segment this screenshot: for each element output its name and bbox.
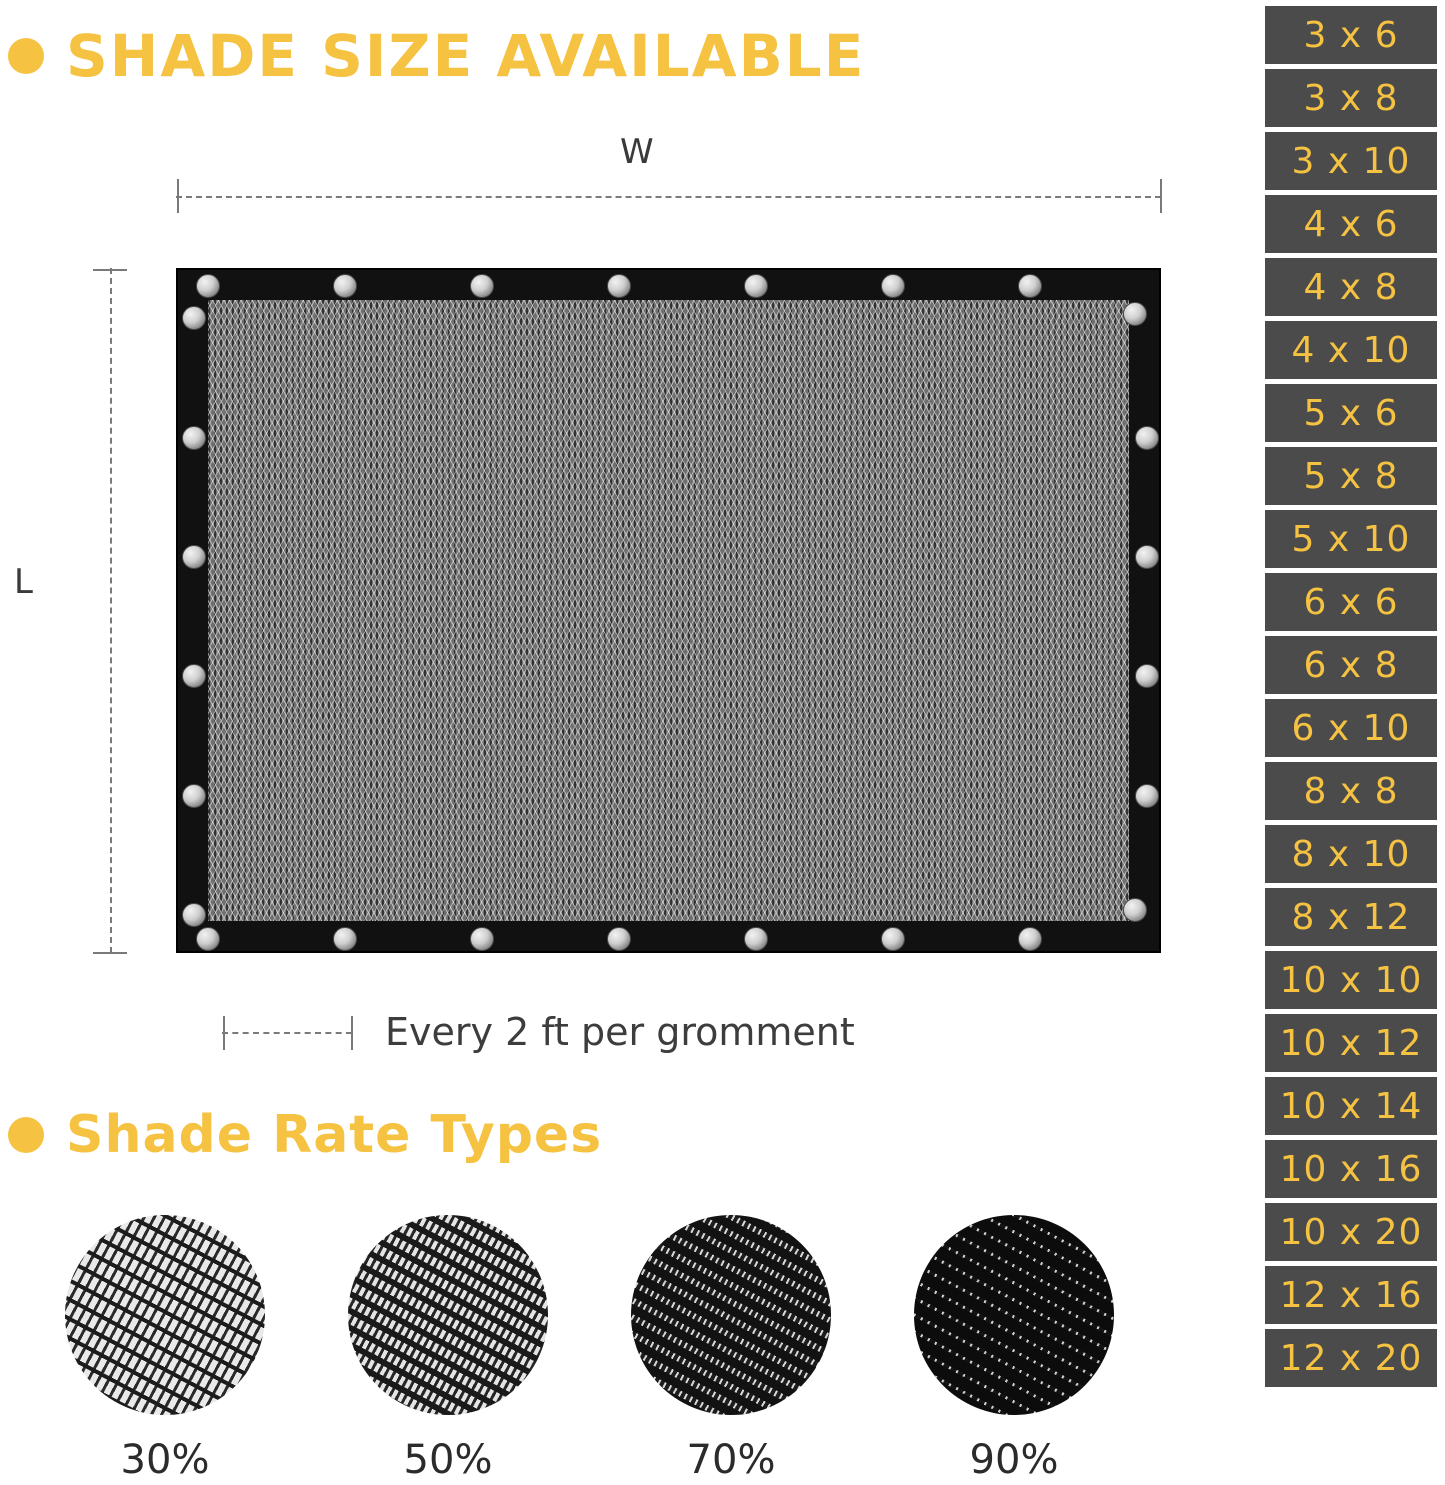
size-chip[interactable]: 8 x 12 — [1265, 888, 1437, 946]
size-chip[interactable]: 10 x 20 — [1265, 1203, 1437, 1261]
shade-rate-label-30: 30% — [120, 1437, 210, 1483]
size-list — [1265, 6, 1437, 1387]
grommet — [881, 927, 905, 951]
grommet — [744, 927, 768, 951]
size-chip[interactable]: 12 x 16 — [1265, 1266, 1437, 1324]
size-chip[interactable]: 5 x 8 — [1265, 447, 1437, 505]
size-chip[interactable]: 8 x 8 — [1265, 762, 1437, 820]
grommet — [1123, 302, 1147, 326]
size-chip[interactable]: 12 x 20 — [1265, 1329, 1437, 1387]
shade-rate-label-90: 90% — [969, 1437, 1059, 1483]
grommet — [182, 545, 206, 569]
grommet — [333, 274, 357, 298]
shade-rate-swatch-70 — [631, 1215, 831, 1415]
width-tick-left — [177, 179, 179, 213]
grommet — [470, 927, 494, 951]
shade-cloth-panel — [176, 268, 1161, 953]
shade-mesh-fabric — [208, 300, 1129, 921]
size-chip[interactable]: 3 x 10 — [1265, 132, 1437, 190]
shade-rate-heading — [8, 1105, 602, 1165]
grommet — [196, 274, 220, 298]
grommet — [607, 927, 631, 951]
shade-rate-label-70: 70% — [686, 1437, 776, 1483]
shade-rate-swatch-group — [60, 1215, 1200, 1483]
shade-rate-heading-text: Shade Rate Types — [66, 1105, 603, 1165]
shade-rate-label-50: 50% — [403, 1437, 493, 1483]
shade-rate-item-70 — [626, 1215, 836, 1483]
grommet — [333, 927, 357, 951]
length-tick-top — [93, 269, 127, 271]
grommet — [607, 274, 631, 298]
shade-size-heading-text: SHADE SIZE AVAILABLE — [66, 22, 866, 90]
size-chip[interactable]: 6 x 8 — [1265, 636, 1437, 694]
shade-rate-swatch-30 — [65, 1215, 265, 1415]
shade-rate-swatch-50 — [348, 1215, 548, 1415]
width-tick-right — [1160, 179, 1162, 213]
size-chip[interactable]: 4 x 8 — [1265, 258, 1437, 316]
grommet — [182, 306, 206, 330]
grommet — [1018, 274, 1042, 298]
size-chip[interactable]: 5 x 10 — [1265, 510, 1437, 568]
size-chip[interactable]: 10 x 10 — [1265, 951, 1437, 1009]
width-dimension-label: W — [620, 132, 654, 172]
shade-rate-item-90 — [909, 1215, 1119, 1483]
length-tick-bottom — [93, 952, 127, 954]
grommet — [1018, 927, 1042, 951]
grommet — [1135, 784, 1159, 808]
grommet-spacing-line — [222, 1032, 352, 1034]
shade-rate-item-50 — [343, 1215, 553, 1483]
size-chip[interactable]: 3 x 6 — [1265, 6, 1437, 64]
size-chip[interactable]: 10 x 16 — [1265, 1140, 1437, 1198]
bullet-dot-icon — [8, 1117, 44, 1153]
size-chip[interactable]: 4 x 6 — [1265, 195, 1437, 253]
width-dimension-line — [176, 196, 1161, 198]
size-chip[interactable]: 3 x 8 — [1265, 69, 1437, 127]
size-chip[interactable]: 4 x 10 — [1265, 321, 1437, 379]
length-dimension-label: L — [14, 562, 33, 602]
grommet — [744, 274, 768, 298]
grommet — [470, 274, 494, 298]
size-chip[interactable]: 10 x 12 — [1265, 1014, 1437, 1072]
size-chip[interactable]: 10 x 14 — [1265, 1077, 1437, 1135]
size-chip[interactable]: 5 x 6 — [1265, 384, 1437, 442]
shade-rate-item-30 — [60, 1215, 270, 1483]
grommet-spacing-tick-left — [223, 1016, 225, 1050]
grommet — [182, 426, 206, 450]
length-dimension-line — [110, 268, 112, 953]
grommet — [1135, 426, 1159, 450]
size-chip[interactable]: 6 x 6 — [1265, 573, 1437, 631]
shade-rate-swatch-90 — [914, 1215, 1114, 1415]
size-chip[interactable]: 8 x 10 — [1265, 825, 1437, 883]
size-chip[interactable]: 6 x 10 — [1265, 699, 1437, 757]
grommet — [1123, 898, 1147, 922]
grommet — [182, 664, 206, 688]
grommet — [182, 903, 206, 927]
grommet — [182, 784, 206, 808]
grommet-spacing-tick-right — [351, 1016, 353, 1050]
grommet — [196, 927, 220, 951]
grommet-spacing-note: Every 2 ft per gromment — [385, 1010, 855, 1054]
grommet — [1135, 664, 1159, 688]
grommet — [881, 274, 905, 298]
grommet — [1135, 545, 1159, 569]
